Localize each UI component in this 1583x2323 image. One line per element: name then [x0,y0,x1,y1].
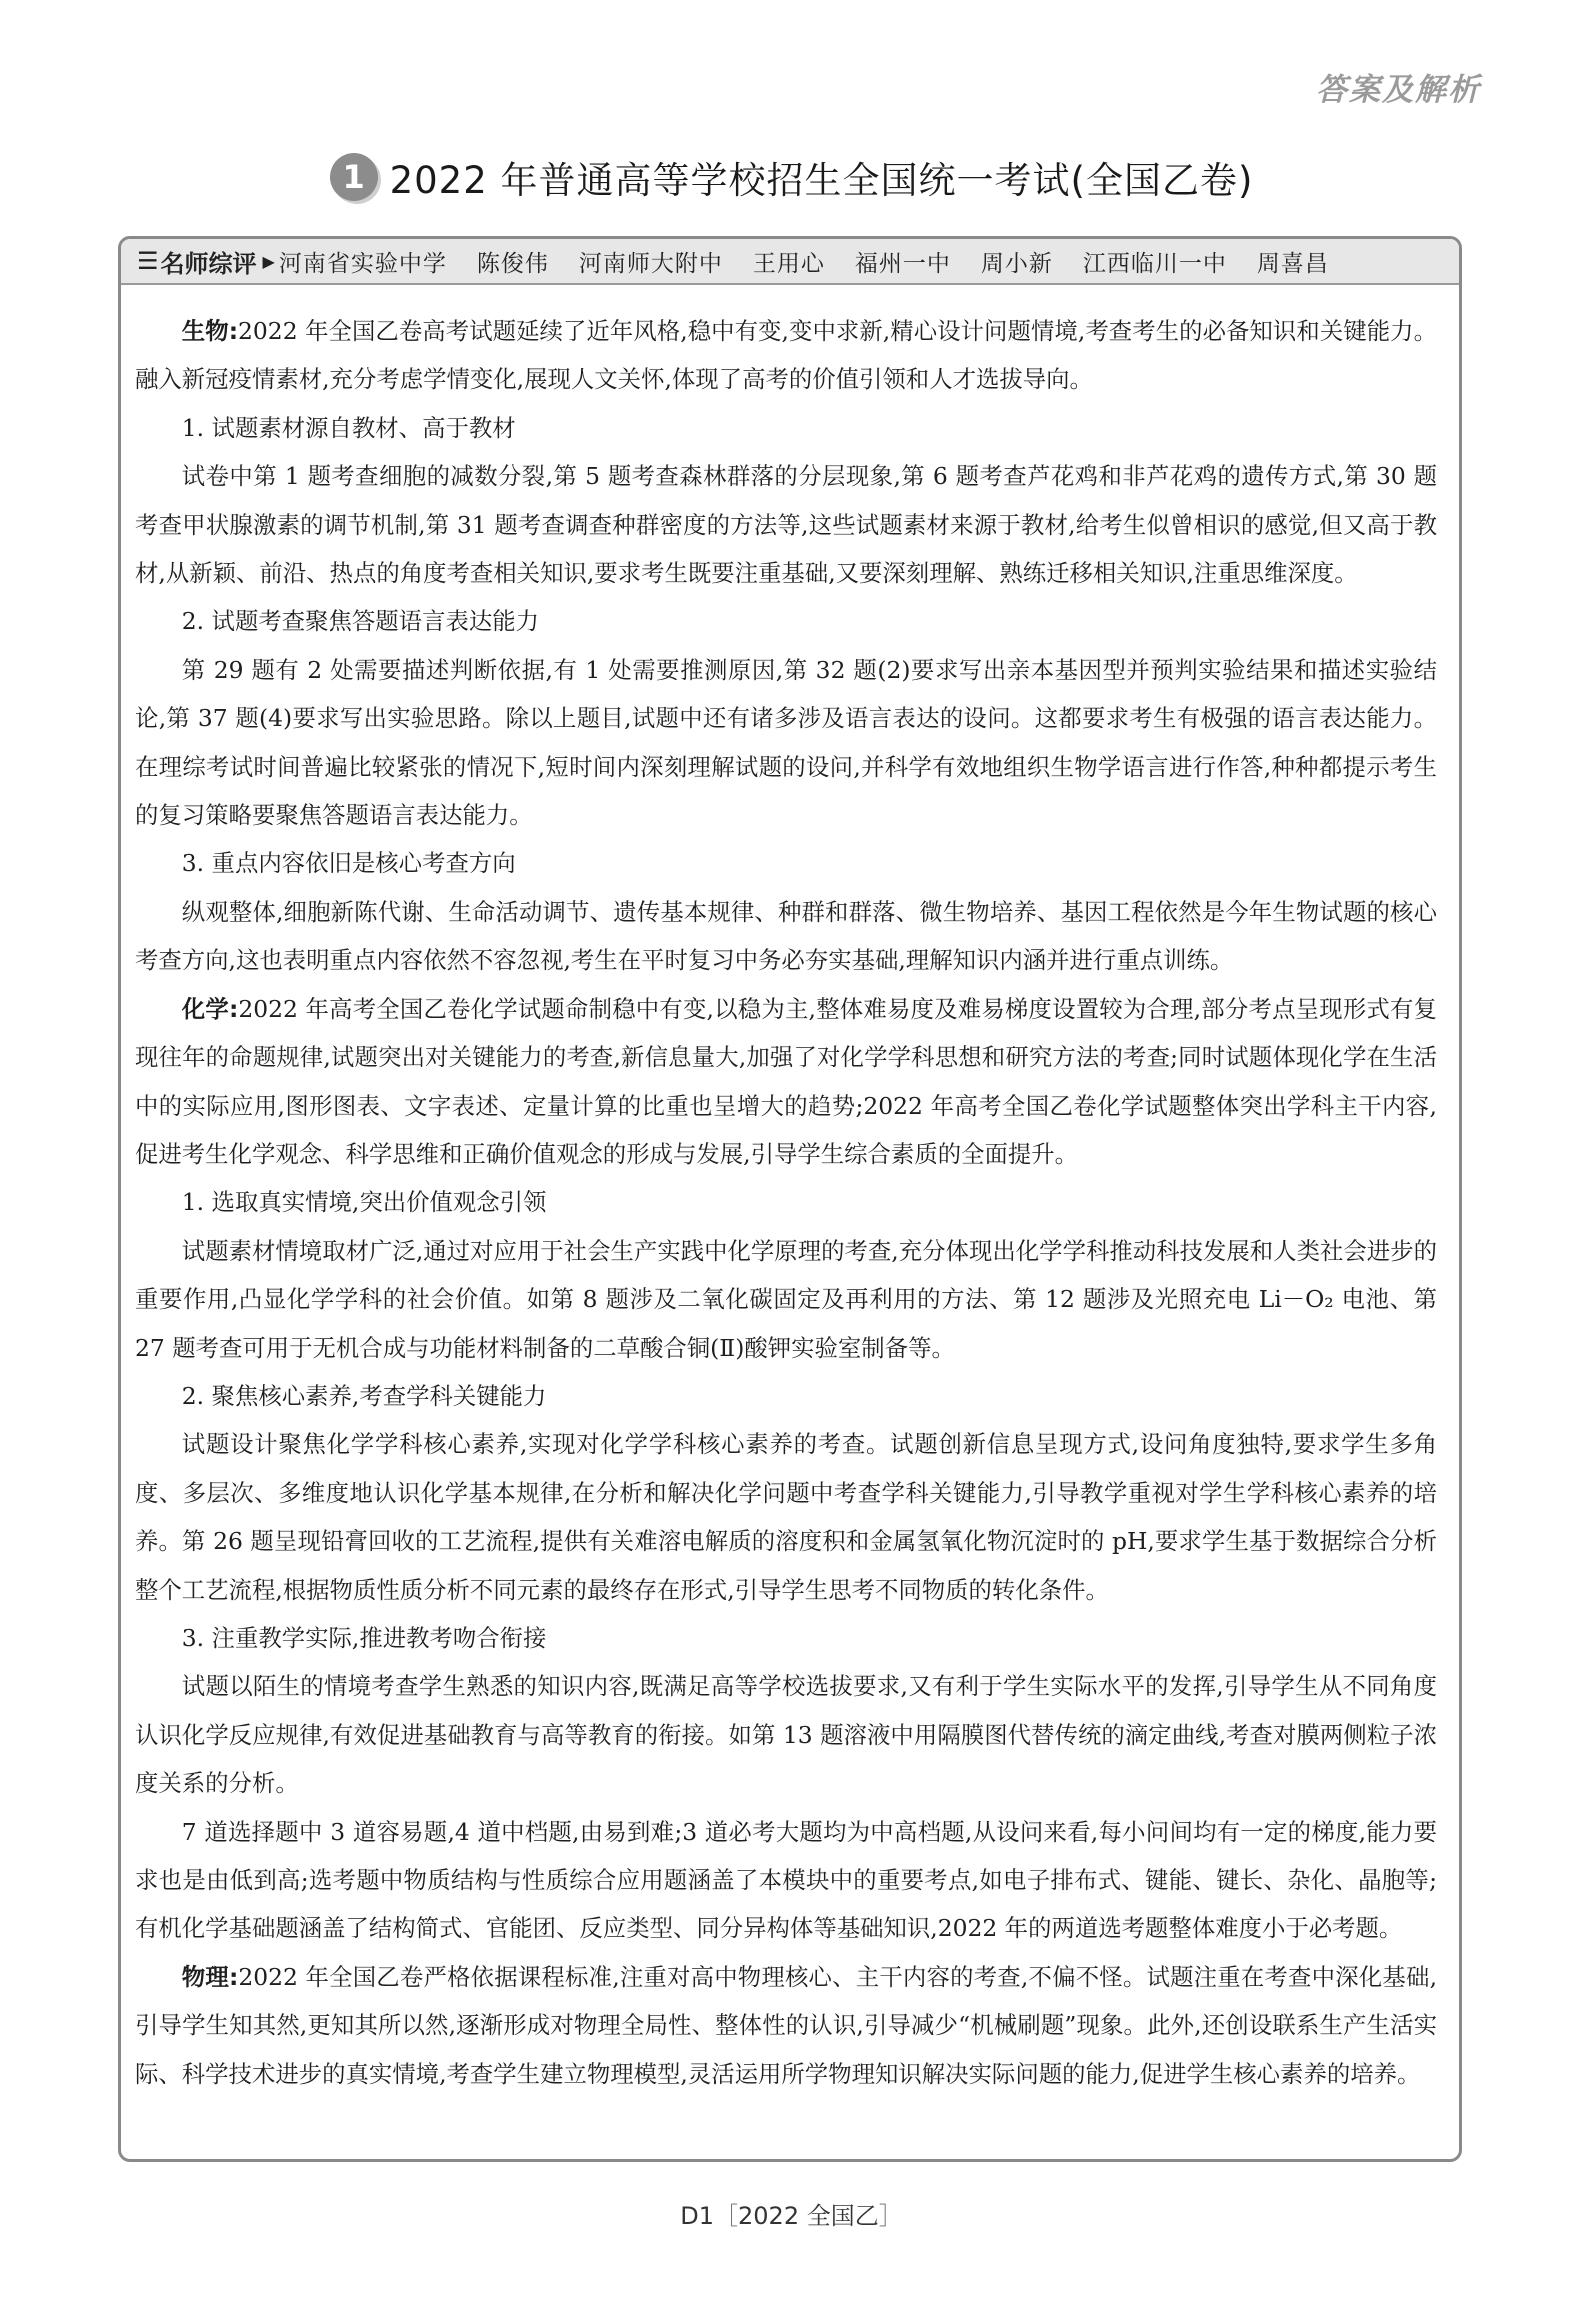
reviewer-school: 河南师大附中 [578,250,723,277]
exam-label: 2022 全国乙 [738,2202,879,2230]
reviewer-school: 江西临川一中 [1082,250,1227,277]
paragraph: 7 道选择题中 3 道容易题,4 道中档题,由易到难;3 道必考大题均为中高档题,从设问来看,每小问间均有一定的梯度,能力要求也是由低到高;选考题中物质结构与性质综合应用题涵盖了本模块中的重要考点,如电子排布式、键能、键长、杂化、晶胞等;有机化学基础题涵盖了结构简式、官能团、反应类型、同分异构体等基础知识,2022 年的两道选考题整体难度小于必考题。 [135,1817,1437,1943]
reviewer-header [121,239,1459,285]
reviewer-name: 陈俊伟 [476,250,549,277]
reviewer-school: 河南省实验中学 [278,250,447,277]
paragraph: 试题以陌生的情境考查学生熟悉的知识内容,既满足高等学校选拔要求,又有利于学生实际水平的发挥,引导学生从不同角度认识化学反应规律,有效促进基础教育与高等教育的衔接。如第 13 题溶液中用隔膜图代替传统的滴定曲线,考查对膜两侧粒子浓度关系的分析。 [135,1672,1437,1798]
subject-lead: 生物: [181,317,239,345]
paragraph-physics: 物理:2022 年全国乙卷严格依据课程标准,注重对高中物理核心、主干内容的考查,不偏不怪。试题注重在考查中深化基础,引导学生知其然,更知其所以然,逐渐形成对物理全局性、整体性的认识,引导减少“机械刷题”现象。此外,还创设联系生产生活实际、科学技术进步的真实情境,考查学生建立物理模型,灵活运用所学物理知识解决实际问题的能力,促进学生核心素养的培养。 [135,1962,1438,2088]
page-title [0,150,1583,204]
review-box [118,236,1462,2162]
subheading: 2. 聚焦核心素养,考查学科关键能力 [181,1381,547,1410]
subheading: 1. 选取真实情境,突出价值观念引领 [181,1188,547,1217]
review-content [121,285,1459,2098]
paragraph: 试题素材情境取材广泛,通过对应用于社会生产实践中化学原理的考查,充分体现出化学学科推动科技发展和人类社会进步的重要作用,凸显化学学科的社会价值。如第 8 题涉及二氧化碳固定及再利用的方法、第 12 题涉及光照充电 Li－O₂ 电池、第 27 题考查可用于无机合成与功能材料制备的二草酸合铜(Ⅱ)酸钾实验室制备等。 [135,1236,1437,1362]
title-text: 2022 年普通高等学校招生全国统一考试(全国乙卷) [389,159,1254,202]
paragraph: 试题设计聚焦化学学科核心素养,实现对化学学科核心素养的考查。试题创新信息呈现方式,设问角度独特,要求学生多角度、多层次、多维度地认识化学基本规律,在分析和解决化学问题中考查学科关键能力,引导教学重视对学生学科核心素养的培养。第 26 题呈现铅膏回收的工艺流程,提供有关难溶电解质的溶度积和金属氢氧化物沉淀时的 pH,要求学生基于数据综合分析整个工艺流程,根据物质性质分析不同元素的最终存在形式,引导学生思考不同物质的转化条件。 [135,1430,1437,1604]
paragraph-chemistry: 化学:2022 年高考全国乙卷化学试题命制稳中有变,以稳为主,整体难易度及难易梯度设置较为合理,部分考点呈现形式有复现往年的命题规律,试题突出对关键能力的考查,新信息量大,加强了对化学学科思想和研究方法的考查;同时试题体现化学在生活中的实际应用,图形图表、文字表述、定量计算的比重也呈增大的趋势;2022 年高考全国乙卷化学试题整体突出学科主干内容,促进考生化学观念、科学思维和正确价值观念的形成与发展,引导学生综合素质的全面提升。 [135,994,1438,1168]
title-number-badge: 1 [330,153,378,201]
section-label: 答案及解析 [1316,72,1481,108]
list-lines-icon: ☰ [137,247,157,275]
paragraph: 纵观整体,细胞新陈代谢、生命活动调节、遗传基本规律、种群和群落、微生物培养、基因工程依然是今年生物试题的核心考查方向,这也表明重点内容依然不容忽视,考生在平时复习中务必夯实基础,理解知识内涵并进行重点训练。 [135,897,1437,975]
subheading: 1. 试题素材源自教材、高于教材 [181,413,516,442]
subheading: 2. 试题考查聚焦答题语言表达能力 [181,607,540,636]
paragraph: 第 29 题有 2 处需要描述判断依据,有 1 处需要推测原因,第 32 题(2)要求写出亲本基因型并预判实验结果和描述实验结论,第 37 题(4)要求写出实验思路。除以上题目,试题中还有诸多涉及语言表达的设问。这都要求考生有极强的语言表达能力。在理综考试时间普遍比较紧张的情况下,短时间内深刻理解试题的设问,并科学有效地组织生物学语言进行作答,种种都提示考生的复习策略要聚焦答题语言表达能力。 [135,655,1437,830]
paragraph: 试卷中第 1 题考查细胞的减数分裂,第 5 题考查森林群落的分层现象,第 6 题考查芦花鸡和非芦花鸡的遗传方式,第 30 题考查甲状腺激素的调节机制,第 31 题考查调查种群密度的方法等,这些试题素材来源于教材,给考生似曾相识的感觉,但又高于教材,从新颖、前沿、热点的角度考查相关知识,要求考生既要注重基础,又要深刻理解、熟练迁移相关知识,注重思维深度。 [135,462,1437,588]
reviewer-name: 周喜昌 [1256,250,1329,277]
subheading: 3. 注重教学实际,推进教考吻合衔接 [181,1623,547,1652]
reviewer-label: 名师综评 [160,249,257,278]
page-footer: D1［2022 全国乙］ [680,2202,903,2230]
subject-lead: 物理: [181,1962,239,1991]
paragraph-biology: 生物:2022 年全国乙卷高考试题延续了近年风格,稳中有变,变中求新,精心设计问题情境,考查考生的必备知识和关键能力。融入新冠疫情素材,充分考虑学情变化,展现人文关怀,体现了高考的价值引领和人才选拔导向。 [135,317,1437,394]
reviewer-name: 王用心 [752,250,825,277]
subject-lead: 化学: [181,994,239,1023]
triangle-right-icon: ▶ [262,251,275,271]
subheading: 3. 重点内容依旧是核心考查方向 [181,849,516,878]
reviewer-school: 福州一中 [854,250,951,277]
reviewer-name: 周小新 [980,250,1053,277]
page-number: D1 [680,2202,715,2230]
